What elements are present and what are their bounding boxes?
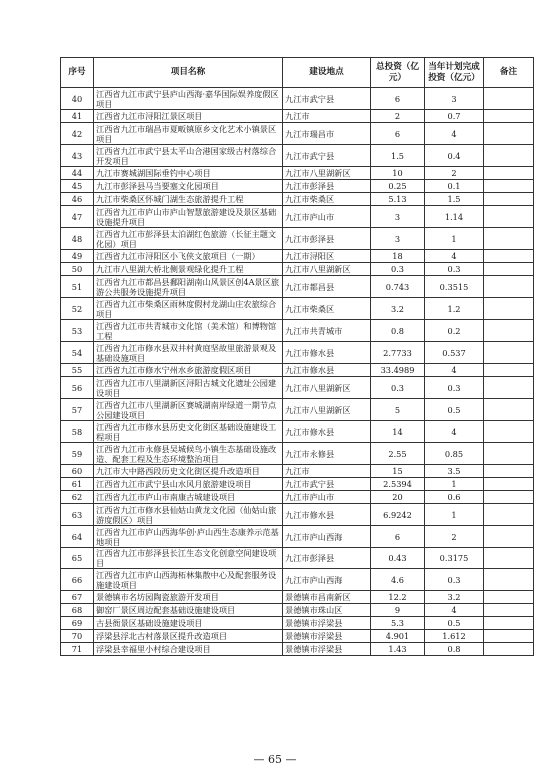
cell-total-investment: 15 <box>371 465 425 478</box>
cell-project-name: 江西省九江市彭泽县太泊湖红色旅游（长征主题文化园）项目 <box>94 228 283 250</box>
cell-remark <box>484 145 534 167</box>
cell-remark <box>484 320 534 342</box>
cell-location: 九江市浔阳区 <box>283 250 371 263</box>
table-row <box>61 320 534 342</box>
cell-no: 60 <box>61 465 94 478</box>
cell-no: 61 <box>61 478 94 491</box>
cell-location: 九江市修水县 <box>283 364 371 377</box>
cell-project-name: 江西省九江市八里湖新区赛城湖南岸绿道一期节点公园建设项目 <box>94 399 283 421</box>
cell-no: 66 <box>61 569 94 591</box>
cell-location: 九江市武宁县 <box>283 88 371 110</box>
cell-project-name: 九江市八里湖大桥北侧景观绿化提升工程 <box>94 263 283 276</box>
table-row <box>61 548 534 569</box>
cell-no: 58 <box>61 421 94 443</box>
cell-total-investment: 2.55 <box>371 443 425 465</box>
table-row <box>61 421 534 443</box>
cell-total-investment: 2 <box>371 110 425 123</box>
cell-no: 49 <box>61 250 94 263</box>
cell-total-investment: 5 <box>371 399 425 421</box>
cell-annual-investment: 4 <box>425 604 484 617</box>
project-table-container <box>60 57 533 656</box>
cell-annual-investment: 0.3515 <box>425 276 484 298</box>
table-header-row <box>61 58 534 88</box>
cell-remark <box>484 630 534 643</box>
table-row <box>61 591 534 604</box>
cell-annual-investment: 0.3 <box>425 569 484 591</box>
cell-annual-investment: 3.5 <box>425 465 484 478</box>
cell-project-name: 江西省九江市庐山西海华创·庐山西生态康养示范基地项目 <box>94 526 283 548</box>
cell-annual-investment: 0.1 <box>425 180 484 193</box>
cell-remark <box>484 399 534 421</box>
cell-location: 九江市彭泽县 <box>283 180 371 193</box>
cell-total-investment: 0.3 <box>371 377 425 399</box>
cell-location: 景德镇市浮梁县 <box>283 643 371 656</box>
cell-no: 41 <box>61 110 94 123</box>
cell-no: 57 <box>61 399 94 421</box>
table-row <box>61 491 534 504</box>
cell-no: 68 <box>61 604 94 617</box>
cell-no: 45 <box>61 180 94 193</box>
cell-location: 九江市武宁县 <box>283 145 371 167</box>
table-row <box>61 443 534 465</box>
cell-project-name: 江西省九江市都昌县鄱阳湖南山风景区创4A景区旅游公共服务设施提升项目 <box>94 276 283 298</box>
table-row <box>61 643 534 656</box>
cell-remark <box>484 491 534 504</box>
cell-project-name: 江西省九江市瑞昌市夏畈镇原乡文化艺术小镇景区项目 <box>94 123 283 145</box>
cell-annual-investment: 0.5 <box>425 399 484 421</box>
cell-location: 九江市庐山西海 <box>283 569 371 591</box>
cell-total-investment: 0.8 <box>371 320 425 342</box>
table-row <box>61 145 534 167</box>
cell-annual-investment: 0.3175 <box>425 548 484 569</box>
table-row <box>61 110 534 123</box>
cell-project-name: 九江市大中路西段历史文化街区提升改造项目 <box>94 465 283 478</box>
cell-no: 40 <box>61 88 94 110</box>
cell-annual-investment: 1.612 <box>425 630 484 643</box>
cell-annual-investment: 0.8 <box>425 643 484 656</box>
table-row <box>61 478 534 491</box>
cell-project-name: 御窑厂景区周边配套基础设施建设项目 <box>94 604 283 617</box>
cell-location: 九江市八里湖新区 <box>283 377 371 399</box>
cell-remark <box>484 478 534 491</box>
table-row <box>61 399 534 421</box>
header-remark: 备注 <box>484 58 534 88</box>
cell-project-name: 江西省九江市修水宁州水乡旅游度假区项目 <box>94 364 283 377</box>
cell-total-investment: 6.9242 <box>371 504 425 526</box>
cell-project-name: 江西省九江市彭泽县长江生态文化创意空间建设项目 <box>94 548 283 569</box>
cell-no: 62 <box>61 491 94 504</box>
cell-total-investment: 5.3 <box>371 617 425 630</box>
cell-annual-investment: 0.85 <box>425 443 484 465</box>
cell-total-investment: 3.2 <box>371 298 425 320</box>
cell-remark <box>484 263 534 276</box>
cell-total-investment: 4.901 <box>371 630 425 643</box>
cell-location: 九江市都昌县 <box>283 276 371 298</box>
cell-remark <box>484 591 534 604</box>
header-location: 建设地点 <box>283 58 371 88</box>
cell-location: 九江市八里湖新区 <box>283 263 371 276</box>
cell-project-name: 浮梁县幸福里小村综合建设项目 <box>94 643 283 656</box>
cell-annual-investment: 1.2 <box>425 298 484 320</box>
cell-remark <box>484 604 534 617</box>
cell-total-investment: 3 <box>371 228 425 250</box>
table-row <box>61 364 534 377</box>
table-row <box>61 617 534 630</box>
table-row <box>61 167 534 180</box>
cell-total-investment: 0.3 <box>371 263 425 276</box>
table-row <box>61 276 534 298</box>
header-annual-investment: 当年计划完成投资（亿元） <box>425 58 484 88</box>
cell-annual-investment: 2 <box>425 167 484 180</box>
cell-annual-investment: 4 <box>425 421 484 443</box>
cell-no: 51 <box>61 276 94 298</box>
cell-annual-investment: 2 <box>425 526 484 548</box>
cell-location: 九江市柴桑区 <box>283 298 371 320</box>
table-row <box>61 630 534 643</box>
cell-annual-investment: 4 <box>425 364 484 377</box>
cell-project-name: 江西省九江市武宁县太平山合港国家级古村落综合开发项目 <box>94 145 283 167</box>
cell-annual-investment: 0.2 <box>425 320 484 342</box>
cell-location: 九江市庐山西海 <box>283 526 371 548</box>
cell-annual-investment: 0.7 <box>425 110 484 123</box>
cell-remark <box>484 193 534 206</box>
cell-project-name: 浮梁县浮北古村落景区提升改造项目 <box>94 630 283 643</box>
cell-total-investment: 6 <box>371 88 425 110</box>
cell-no: 44 <box>61 167 94 180</box>
cell-annual-investment: 0.3 <box>425 377 484 399</box>
cell-total-investment: 6 <box>371 123 425 145</box>
cell-location: 九江市 <box>283 465 371 478</box>
cell-remark <box>484 228 534 250</box>
cell-project-name: 江西省九江市武宁县山水风月旅游建设项目 <box>94 478 283 491</box>
cell-no: 53 <box>61 320 94 342</box>
cell-annual-investment: 4 <box>425 123 484 145</box>
table-row <box>61 377 534 399</box>
cell-annual-investment: 0.537 <box>425 342 484 364</box>
cell-remark <box>484 643 534 656</box>
cell-remark <box>484 364 534 377</box>
cell-no: 69 <box>61 617 94 630</box>
cell-no: 67 <box>61 591 94 604</box>
cell-remark <box>484 206 534 228</box>
cell-total-investment: 0.743 <box>371 276 425 298</box>
cell-total-investment: 9 <box>371 604 425 617</box>
cell-total-investment: 2.5394 <box>371 478 425 491</box>
cell-remark <box>484 617 534 630</box>
cell-total-investment: 20 <box>371 491 425 504</box>
cell-location: 九江市修水县 <box>283 421 371 443</box>
cell-remark <box>484 298 534 320</box>
cell-remark <box>484 377 534 399</box>
cell-no: 70 <box>61 630 94 643</box>
cell-location: 九江市永修县 <box>283 443 371 465</box>
cell-total-investment: 1.5 <box>371 145 425 167</box>
cell-total-investment: 6 <box>371 526 425 548</box>
project-table <box>60 57 534 656</box>
table-row <box>61 88 534 110</box>
cell-project-name: 江西省九江市柴桑区雨林度假村龙湖山庄农旅综合项目 <box>94 298 283 320</box>
table-row <box>61 193 534 206</box>
cell-annual-investment: 1 <box>425 478 484 491</box>
cell-project-name: 景德镇市名坊园陶瓷旅游开发项目 <box>94 591 283 604</box>
cell-total-investment: 14 <box>371 421 425 443</box>
table-row <box>61 342 534 364</box>
cell-no: 56 <box>61 377 94 399</box>
cell-location: 景德镇市珠山区 <box>283 604 371 617</box>
cell-no: 71 <box>61 643 94 656</box>
cell-remark <box>484 276 534 298</box>
cell-no: 46 <box>61 193 94 206</box>
cell-project-name: 古县衙景区基础设施建设项目 <box>94 617 283 630</box>
cell-no: 43 <box>61 145 94 167</box>
table-row <box>61 526 534 548</box>
cell-project-name: 江西省九江市庐山市南康古城建设项目 <box>94 491 283 504</box>
cell-location: 九江市庐山市 <box>283 491 371 504</box>
table-row <box>61 180 534 193</box>
cell-project-name: 江西省九江市修水县历史文化街区基础设施建设工程项目 <box>94 421 283 443</box>
cell-no: 47 <box>61 206 94 228</box>
cell-project-name: 九江市彭泽县马当要塞文化园项目 <box>94 180 283 193</box>
cell-location: 九江市彭泽县 <box>283 548 371 569</box>
cell-no: 59 <box>61 443 94 465</box>
cell-project-name: 江西省九江市修水县仙姑山黄龙文化园（仙姑山旅游度假区）项目 <box>94 504 283 526</box>
table-row <box>61 250 534 263</box>
cell-no: 42 <box>61 123 94 145</box>
cell-annual-investment: 3 <box>425 88 484 110</box>
cell-no: 52 <box>61 298 94 320</box>
cell-no: 64 <box>61 526 94 548</box>
table-row <box>61 504 534 526</box>
cell-remark <box>484 548 534 569</box>
cell-remark <box>484 526 534 548</box>
cell-location: 九江市八里湖新区 <box>283 167 371 180</box>
table-body <box>61 88 534 656</box>
cell-total-investment: 3 <box>371 206 425 228</box>
table-row <box>61 206 534 228</box>
cell-remark <box>484 110 534 123</box>
cell-remark <box>484 504 534 526</box>
cell-project-name: 江西省九江市武宁县庐山西海·嘉华国际娱养度假区项目 <box>94 88 283 110</box>
cell-remark <box>484 342 534 364</box>
table-row <box>61 298 534 320</box>
cell-annual-investment: 3.2 <box>425 591 484 604</box>
page-number: — 65 — <box>253 753 297 766</box>
cell-location: 九江市修水县 <box>283 342 371 364</box>
cell-remark <box>484 88 534 110</box>
cell-remark <box>484 250 534 263</box>
cell-location: 九江市柴桑区 <box>283 193 371 206</box>
cell-total-investment: 33.4989 <box>371 364 425 377</box>
cell-total-investment: 10 <box>371 167 425 180</box>
cell-annual-investment: 0.3 <box>425 263 484 276</box>
table-row <box>61 465 534 478</box>
cell-annual-investment: 0.6 <box>425 491 484 504</box>
cell-no: 63 <box>61 504 94 526</box>
cell-total-investment: 0.25 <box>371 180 425 193</box>
table-row <box>61 228 534 250</box>
cell-no: 54 <box>61 342 94 364</box>
cell-remark <box>484 180 534 193</box>
cell-project-name: 江西省九江市庐山西海柘林集散中心及配套服务设施建设项目 <box>94 569 283 591</box>
cell-annual-investment: 4 <box>425 250 484 263</box>
header-project-name: 项目名称 <box>94 58 283 88</box>
table-row <box>61 569 534 591</box>
cell-annual-investment: 1.14 <box>425 206 484 228</box>
cell-remark <box>484 421 534 443</box>
cell-location: 九江市八里湖新区 <box>283 399 371 421</box>
cell-remark <box>484 443 534 465</box>
cell-annual-investment: 1.5 <box>425 193 484 206</box>
cell-project-name: 江西省九江市共青城市文化馆（美术馆）和博物馆工程 <box>94 320 283 342</box>
cell-project-name: 九江市赛城湖国际垂钓中心项目 <box>94 167 283 180</box>
cell-total-investment: 18 <box>371 250 425 263</box>
cell-total-investment: 2.7733 <box>371 342 425 364</box>
cell-project-name: 江西省九江市永修县吴城候鸟小镇生态基础设施改造、配套工程及生态环境整治项目 <box>94 443 283 465</box>
cell-project-name: 江西省九江市浔阳区小飞侠文旅项目（一期） <box>94 250 283 263</box>
cell-project-name: 九江市柴桑区怀城门湖生态旅游提升工程 <box>94 193 283 206</box>
cell-location: 九江市武宁县 <box>283 478 371 491</box>
cell-remark <box>484 465 534 478</box>
table-row <box>61 123 534 145</box>
cell-remark <box>484 123 534 145</box>
cell-no: 65 <box>61 548 94 569</box>
cell-location: 九江市庐山市 <box>283 206 371 228</box>
table-row <box>61 263 534 276</box>
cell-total-investment: 1.43 <box>371 643 425 656</box>
cell-annual-investment: 0.5 <box>425 617 484 630</box>
cell-annual-investment: 0.4 <box>425 145 484 167</box>
cell-location: 九江市瑞昌市 <box>283 123 371 145</box>
table-row <box>61 604 534 617</box>
cell-location: 景德镇市浮梁县 <box>283 617 371 630</box>
cell-location: 九江市共青城市 <box>283 320 371 342</box>
header-no: 序号 <box>61 58 94 88</box>
cell-total-investment: 5.13 <box>371 193 425 206</box>
cell-no: 55 <box>61 364 94 377</box>
header-total-investment: 总投资（亿元） <box>371 58 425 88</box>
cell-no: 50 <box>61 263 94 276</box>
cell-no: 48 <box>61 228 94 250</box>
cell-location: 景德镇市昌南新区 <box>283 591 371 604</box>
cell-project-name: 江西省九江市八里湖新区浔阳古城文化遗址公园建设项目 <box>94 377 283 399</box>
cell-project-name: 江西省九江市庐山市庐山智慧旅游建设及景区基础设施提升项目 <box>94 206 283 228</box>
cell-remark <box>484 167 534 180</box>
cell-total-investment: 12.2 <box>371 591 425 604</box>
cell-annual-investment: 1 <box>425 504 484 526</box>
cell-location: 九江市修水县 <box>283 504 371 526</box>
cell-annual-investment: 1 <box>425 228 484 250</box>
cell-location: 九江市 <box>283 110 371 123</box>
cell-location: 景德镇市浮梁县 <box>283 630 371 643</box>
cell-remark <box>484 569 534 591</box>
cell-project-name: 江西省九江市修水县双井村黄庭坚故里旅游景观及基础设施项目 <box>94 342 283 364</box>
cell-project-name: 江西省九江市浔阳江景区项目 <box>94 110 283 123</box>
cell-total-investment: 4.6 <box>371 569 425 591</box>
cell-location: 九江市彭泽县 <box>283 228 371 250</box>
cell-total-investment: 0.43 <box>371 548 425 569</box>
